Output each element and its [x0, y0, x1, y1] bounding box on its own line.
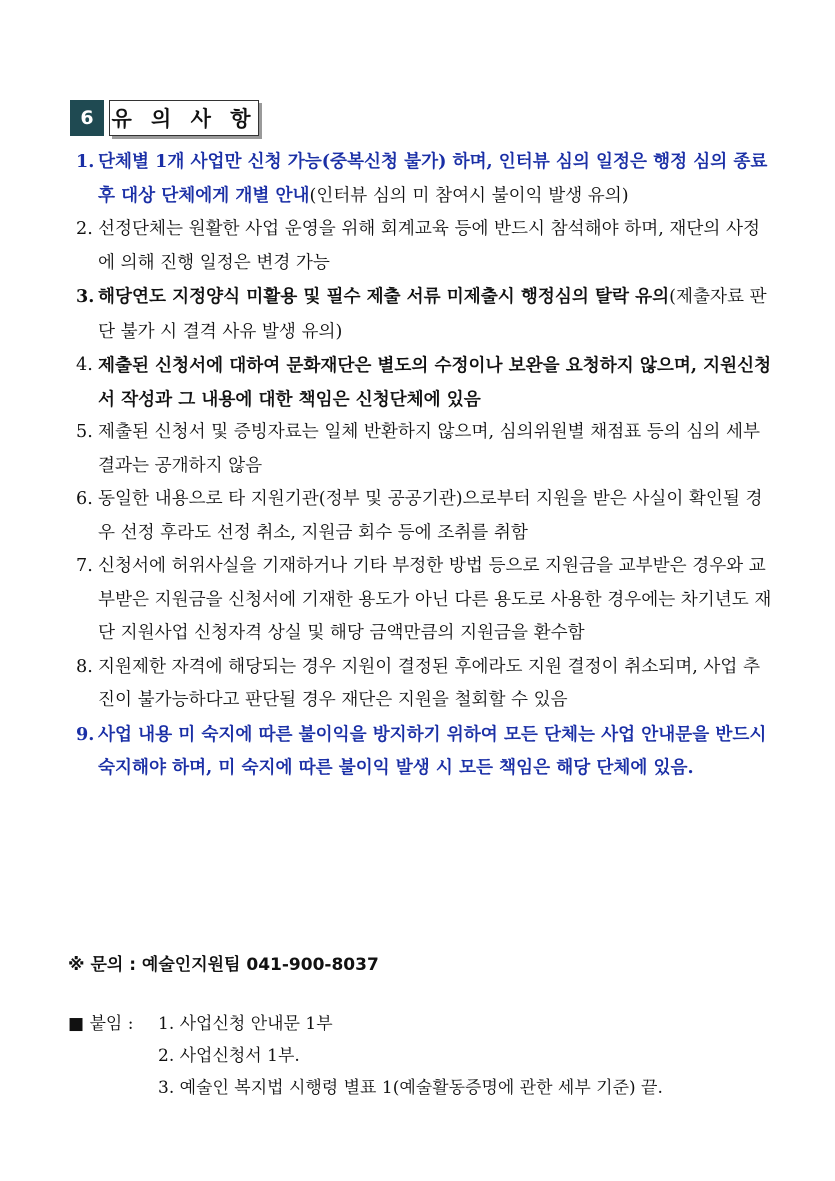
notice-item-2: [76, 213, 776, 280]
item-number: 2.: [76, 219, 93, 239]
section-title-box: [109, 100, 259, 136]
section-header: [70, 100, 259, 136]
item-normal-text: (인터뷰 심의 미 참여시 불이익 발생 유의): [309, 185, 629, 206]
attachment-item: 3. 예술인 복지법 시행령 별표 1(예술활동증명에 관한 세부 기준) 끝.: [158, 1078, 663, 1098]
item-strong-text: 단체별 1개 사업만 신청 가능(중복신청 불가) 하며, 인터뷰 심의 일정은 행정 심의 종료 후 대상 단체에게 개별 안내: [98, 151, 768, 206]
item-number: 1.: [76, 151, 95, 172]
item-strong-text: 사업 내용 미 숙지에 따른 불이익을 방지하기 위하여 모든 단체는 사업 안내문을 반드시 숙지해야 하며, 미 숙지에 따른 불이익 발생 시 모든 책임은 해당 단체에 있음.: [98, 723, 767, 778]
notice-list: [76, 145, 776, 785]
attachment-item: 2. 사업신청서 1부.: [158, 1046, 300, 1066]
notice-item-7: [76, 550, 776, 651]
item-number: 8.: [76, 656, 93, 677]
item-number: 7.: [76, 556, 93, 576]
section-number: 6: [70, 100, 104, 136]
notice-item-1: [76, 145, 776, 213]
item-number: 3.: [76, 286, 95, 307]
item-strong-text: 해당연도 지정양식 미활용 및 필수 제출 서류 미제출시 행정심의 탈락 유의: [98, 286, 670, 307]
item-text: 선정단체는 원활한 사업 운영을 위해 회계교육 등에 반드시 참석해야 하며, 재단의 사정에 의해 진행 일정은 변경 가능: [98, 219, 760, 273]
item-text: 동일한 내용으로 타 지원기관(정부 및 공공기관)으로부터 지원을 받은 사실이 확인될 경우 선정 후라도 선정 취소, 지원금 회수 등에 조취를 취함: [98, 489, 763, 543]
notice-item-8: [76, 651, 776, 718]
notice-item-5: [76, 416, 776, 483]
attachment-item: 1. 사업신청 안내문 1부: [158, 1014, 333, 1034]
notice-item-9: [76, 718, 776, 785]
item-number: 4.: [76, 355, 93, 375]
notice-item-3: [76, 280, 776, 349]
item-number: 9.: [76, 723, 95, 745]
notice-item-6: [76, 483, 776, 550]
item-normal-text: (제출자료 판단 불가 시 결격 사유 발생 유의): [98, 287, 767, 342]
item-number: 6.: [76, 489, 93, 509]
contact-line: ※ 문의 : 예술인지원팀 041-900-8037: [68, 955, 379, 975]
item-text: 제출된 신청서 및 증빙자료는 일체 반환하지 않으며, 심의위원별 채점표 등의 심의 세부 결과는 공개하지 않음: [98, 422, 760, 476]
attachments: [68, 1008, 788, 1104]
item-text: 지원제한 자격에 해당되는 경우 지원이 결정된 후에라도 지원 결정이 취소되며, 사업 추진이 불가능하다고 판단될 경우 재단은 지원을 철회할 수 있음: [98, 656, 760, 710]
item-strong-text: 제출된 신청서에 대하여 문화재단은 별도의 수정이나 보완을 요청하지 않으며, 지원신청서 작성과 그 내용에 대한 책임은 신청단체에 있음: [98, 355, 772, 410]
notice-item-4: [76, 349, 776, 416]
item-text: 신청서에 허위사실을 기재하거나 기타 부정한 방법 등으로 지원금을 교부받은 경우와 교부받은 지원금을 신청서에 기재한 용도가 아닌 다른 용도로 사용한 경우에는 차기년도 재단 지원사업 신청자격 상실 및 해당 금액만큼의 지원금을 환수함: [98, 556, 772, 643]
section-title: 유 의 사 항: [111, 107, 257, 131]
item-number: 5.: [76, 422, 93, 442]
attachments-label: ■ 붙임 :: [68, 1014, 134, 1034]
